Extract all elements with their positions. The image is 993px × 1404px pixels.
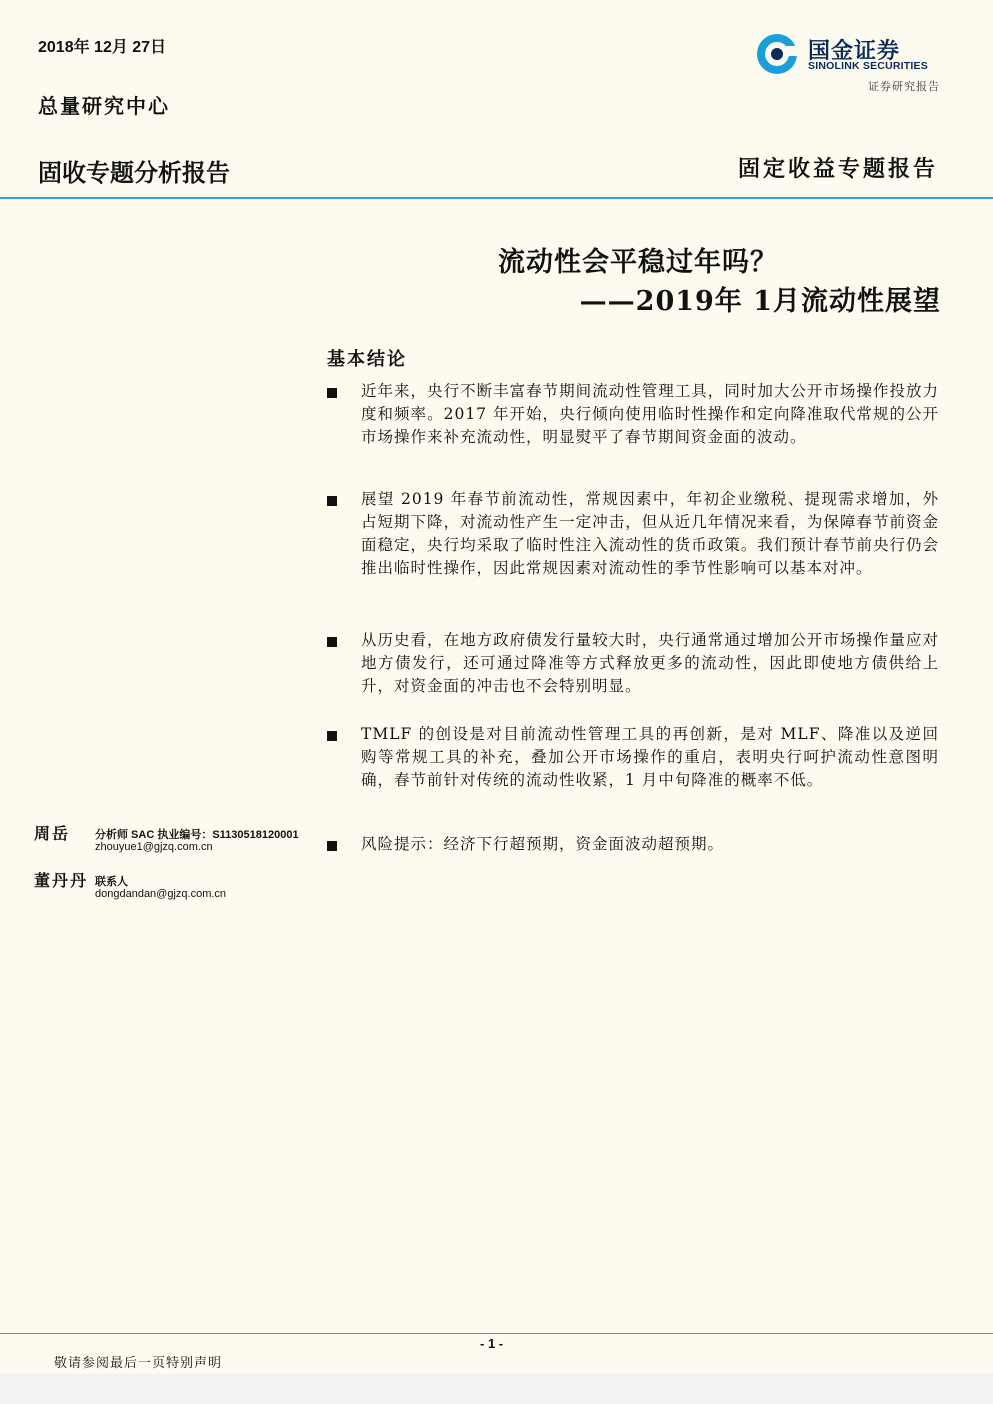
bullet-text: TMLF 的创设是对目前流动性管理工具的再创新，是对 MLF、降准以及逆回购等常规工具的补充，叠加公开市场操作的重启，表明央行呵护流动性意图明确，春节前针对传统的流动性收紧，1 月中旬降准的概率不低。	[361, 725, 939, 789]
bullet-square-icon	[327, 388, 337, 398]
sub-title: ——2019年 1月流动性展望	[579, 286, 941, 317]
bullet-text: 展望 2019 年春节前流动性，常规因素中，年初企业缴税、提现需求增加，外占短期下降，对流动性产生一定冲击，但从近几年情况来看，为保障春节前资金面稳定，央行均采取了临时性注入流动性的货币政策。我们预计春节前央行仍会推出临时性操作，因此常规因素对流动性的季节性影响可以基本对冲。	[361, 490, 939, 577]
page-number: - 1 -	[480, 1336, 504, 1351]
bullet-square-icon	[327, 841, 337, 851]
bullet-text: 风险提示：经济下行超预期，资金面波动超预期。	[361, 835, 725, 853]
list-item	[327, 629, 939, 698]
author-name: 周岳	[34, 824, 71, 843]
bullet-square-icon	[327, 637, 337, 647]
section-heading: 基本结论	[327, 349, 407, 370]
footer-divider	[0, 1333, 993, 1334]
list-item	[327, 833, 939, 856]
author-email[interactable]: zhouyue1@gjzq.com.cn	[95, 841, 213, 853]
research-center: 总量研究中心	[38, 94, 170, 118]
list-item	[327, 380, 939, 449]
bullet-text: 近年来，央行不断丰富春节期间流动性管理工具，同时加大公开市场操作投放力度和频率。2017 年开始，央行倾向使用临时性操作和定向降准取代常规的公开市场操作来补充流动性，明显熨平了春节期间资金面的波动。	[361, 382, 939, 446]
logo-subtitle: 证券研究报告	[868, 80, 940, 93]
header-divider	[0, 197, 993, 199]
footer-band	[0, 1374, 993, 1404]
report-date: 2018年 12月 27日	[38, 39, 167, 56]
logo-text-en: SINOLINK SECURITIES	[808, 60, 928, 72]
list-item	[327, 723, 939, 792]
logo-text-cn: 国金证券	[808, 38, 901, 63]
bullet-text: 从历史看，在地方政府债发行量较大时，央行通常通过增加公开市场操作量应对地方债发行，还可通过降准等方式释放更多的流动性，因此即使地方债供给上升，对资金面的冲击也不会特别明显。	[361, 631, 939, 695]
list-item	[327, 488, 939, 580]
bullet-square-icon	[327, 496, 337, 506]
main-title: 流动性会平稳过年吗？	[498, 247, 778, 278]
disclaimer-note: 敬请参阅最后一页特别声明	[54, 1356, 223, 1371]
report-type: 固收专题分析报告	[38, 160, 230, 187]
sinolink-logo-icon	[755, 32, 799, 76]
author-name: 董丹丹	[34, 871, 89, 890]
bullet-square-icon	[327, 731, 337, 741]
report-category: 固定收益专题报告	[737, 156, 938, 182]
author-email[interactable]: dongdandan@gjzq.com.cn	[95, 888, 227, 900]
author-role: 分析师 SAC 执业编号：S1130518120001	[95, 829, 299, 841]
author-role: 联系人	[95, 876, 128, 888]
